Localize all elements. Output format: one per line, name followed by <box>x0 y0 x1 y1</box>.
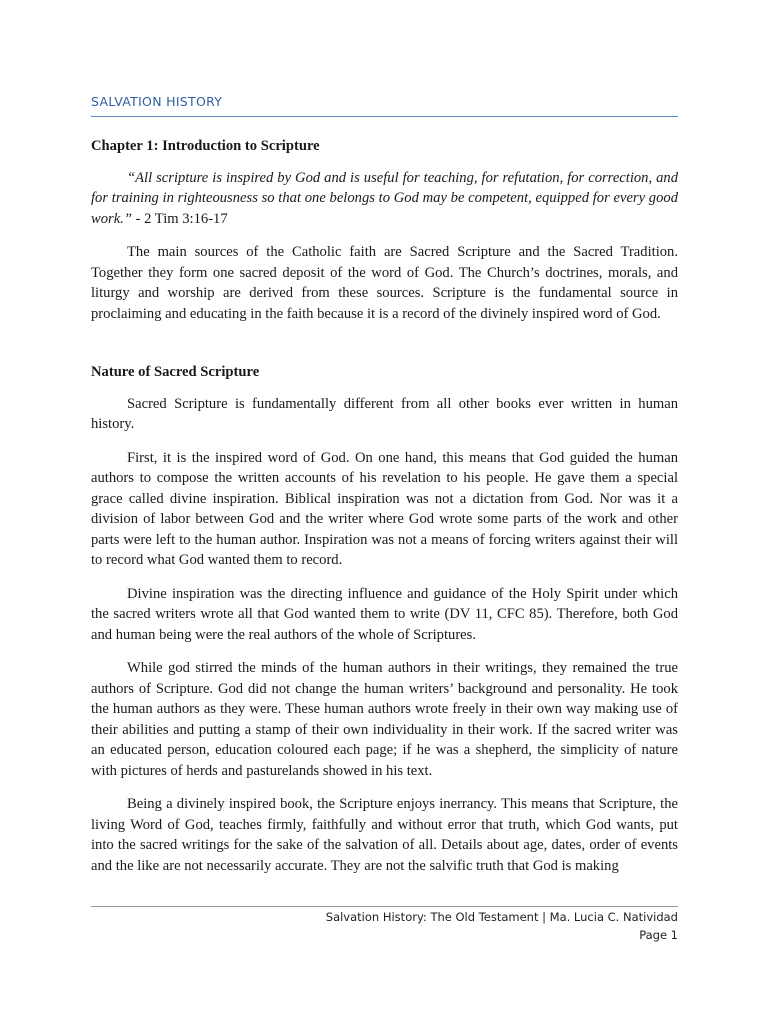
quote-text: “All scripture is inspired by God and is useful for teaching, for refutation, for correction, and for training in righteousness so that one belongs to God may be competent, equipped for every good work.” <box>91 169 678 227</box>
header-title: SALVATION HISTORY <box>91 94 223 109</box>
header-divider <box>91 116 678 117</box>
scripture-quote <box>91 168 678 230</box>
footer-divider <box>91 906 678 907</box>
body-paragraph: First, it is the inspired word of God. On one hand, this means that God guided the human authors to compose the written accounts of his revelation to his people. He gave them a special grace called divine inspiration. Biblical inspiration was not a dictation from God. Nor was it a division of labor between God and the writer where God wrote some parts of the work and other parts were left to the human author. Inspiration was not a means of forcing writers against their will to record what God wanted them to record. <box>91 449 678 568</box>
quote-citation: - 2 Tim 3:16-17 <box>131 210 228 227</box>
footer-text: Salvation History: The Old Testament | Ma. Lucia C. Natividad <box>325 910 678 924</box>
page-number: Page 1 <box>639 928 678 942</box>
chapter-heading: Chapter 1: Introduction to Scripture <box>91 138 320 154</box>
body-paragraph: Sacred Scripture is fundamentally different from all other books ever written in human history. <box>91 395 678 432</box>
body-paragraph: Divine inspiration was the directing influence and guidance of the Holy Spirit under which the sacred writers wrote all that God wanted them to write (DV 11, CFC 85). Therefore, both God and human being were the real authors of the whole of Scriptures. <box>91 585 678 643</box>
document-body <box>91 136 678 906</box>
body-paragraph: While god stirred the minds of the human authors in their writings, they remained the true authors of Scripture. God did not change the human writers’ background and personality. He took the human authors as they were. These human authors wrote freely in their own way making use of their abilities and putting a stamp of their own individuality in their work. If the sacred writer was an educated person, education coloured each page; if he was a shepherd, the simplicity of nature with pictures of herds and pasturelands showed in his text. <box>91 660 678 779</box>
section-heading: Nature of Sacred Scripture <box>91 364 260 380</box>
intro-paragraph: The main sources of the Catholic faith are Sacred Scripture and the Sacred Tradition. Together they form one sacred deposit of the word of God. The Church’s doctrines, morals, and liturgy and worship are derived from these sources. Scripture is the fundamental source in proclaiming and educating in the faith because it is a record of the divinely inspired word of God. <box>91 244 678 322</box>
body-paragraph: Being a divinely inspired book, the Scripture enjoys inerrancy. This means that Scripture, the living Word of God, teaches firmly, faithfully and without error that truth, which God wants, put into the sacred writings for the sake of the salvation of all. Details about age, dates, order of events and the like are not necessarily accurate. They are not the salvific truth that God is making <box>91 796 678 874</box>
